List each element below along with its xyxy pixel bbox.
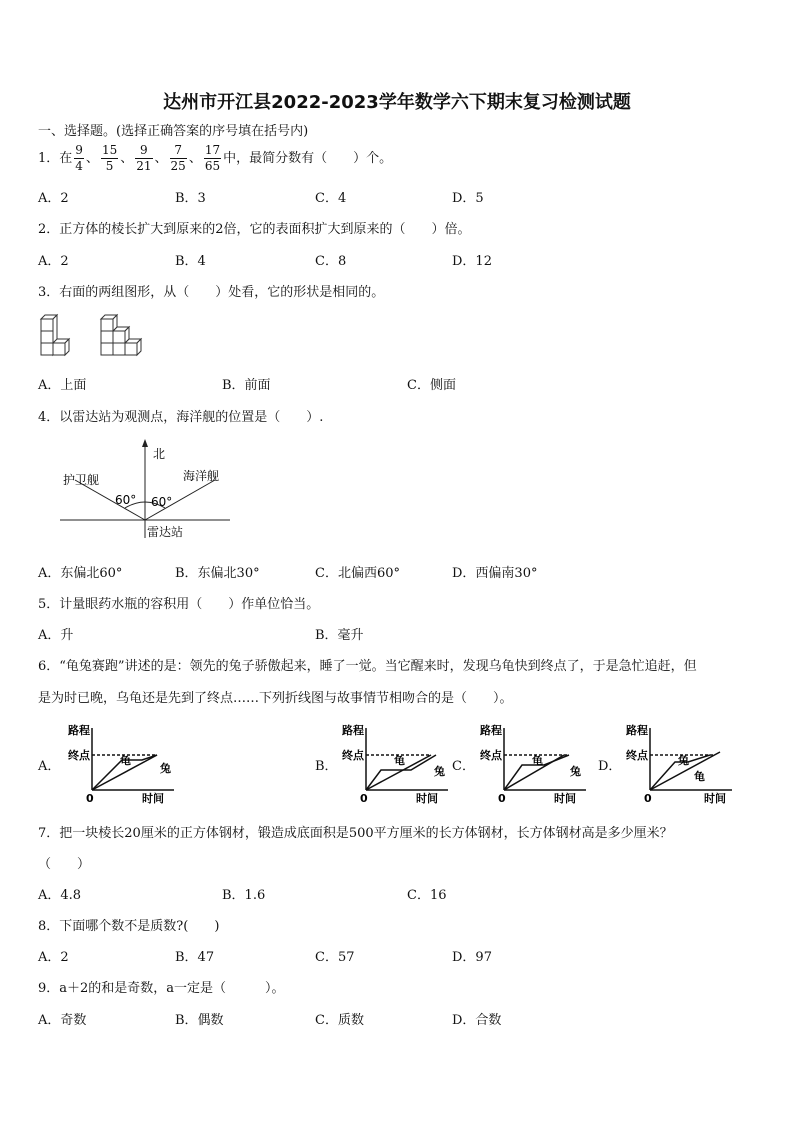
option-a: A．升 bbox=[38, 628, 74, 643]
option-b: B．3 bbox=[175, 191, 206, 206]
option-a: A．奇数 bbox=[38, 1013, 87, 1028]
question-1-prefix: 1．在 bbox=[38, 151, 73, 166]
north-label: 北 bbox=[153, 447, 166, 461]
question-7-line-1: 7．把一块棱长20厘米的正方体钢材，锻造成底面积是500平方厘米的长方体钢材，长方体钢材高是多少厘米？ bbox=[38, 826, 673, 841]
option-d: D．97 bbox=[452, 950, 492, 965]
svg-text:时间: 时间 bbox=[142, 792, 164, 804]
option-c: C．北偏西60° bbox=[315, 566, 400, 581]
svg-text:路程: 路程 bbox=[68, 724, 90, 737]
option-a: A．上面 bbox=[38, 378, 87, 393]
option-c: C．质数 bbox=[315, 1013, 364, 1028]
svg-text:龟: 龟 bbox=[532, 754, 543, 767]
svg-text:时间: 时间 bbox=[416, 792, 438, 804]
svg-text:龟: 龟 bbox=[120, 754, 131, 767]
svg-text:路程: 路程 bbox=[626, 724, 648, 737]
option-b: B．1.6 bbox=[222, 888, 266, 903]
option-a: A．2 bbox=[38, 254, 69, 269]
svg-text:0: 0 bbox=[644, 792, 652, 804]
svg-text:0: 0 bbox=[86, 792, 94, 804]
svg-text:终点: 终点 bbox=[480, 749, 502, 762]
section-heading: 一、选择题。(选择正确答案的序号填在括号内) bbox=[38, 124, 309, 139]
svg-text:兔: 兔 bbox=[160, 762, 171, 775]
question-4: 4．以雷达站为观测点，海洋舰的位置是（ ）. bbox=[38, 410, 324, 425]
svg-text:龟: 龟 bbox=[394, 754, 405, 767]
option-c: C．4 bbox=[315, 191, 347, 206]
option-a: A．2 bbox=[38, 191, 69, 206]
question-6-line-2: 是为时已晚，乌龟还是先到了终点……下列折线图与故事情节相吻合的是（ ）。 bbox=[38, 691, 513, 706]
question-3: 3．右面的两组图形，从（ ）处看，它的形状是相同的。 bbox=[38, 285, 385, 300]
svg-text:0: 0 bbox=[360, 792, 368, 804]
option-c: C．57 bbox=[315, 950, 355, 965]
race-graph-d bbox=[620, 720, 738, 804]
fraction: $\frac{7}{25}$ bbox=[170, 143, 186, 173]
option-b: B．毫升 bbox=[315, 628, 364, 643]
option-b: B．前面 bbox=[222, 378, 271, 393]
option-b: B． bbox=[315, 759, 338, 774]
svg-text:终点: 终点 bbox=[68, 749, 90, 762]
question-1-suffix: 中，最简分数有（ ）个。 bbox=[223, 151, 393, 166]
option-b: B．偶数 bbox=[175, 1013, 224, 1028]
option-a: A．2 bbox=[38, 950, 69, 965]
option-c: C．16 bbox=[407, 888, 447, 903]
option-d: D．西偏南30° bbox=[452, 566, 538, 581]
svg-text:路程: 路程 bbox=[480, 724, 502, 737]
option-a: A． bbox=[38, 759, 61, 774]
svg-text:兔: 兔 bbox=[434, 765, 445, 778]
svg-text:时间: 时间 bbox=[554, 792, 576, 804]
svg-text:0: 0 bbox=[498, 792, 506, 804]
option-d: D．5 bbox=[452, 191, 484, 206]
svg-text:龟: 龟 bbox=[694, 770, 705, 783]
svg-text:时间: 时间 bbox=[704, 792, 726, 804]
question-5: 5．计量眼药水瓶的容积用（ ）作单位恰当。 bbox=[38, 597, 320, 612]
option-d: D．12 bbox=[452, 254, 492, 269]
question-1: 1．在 $\frac{9}{4}$ 、 $\frac{15}{5}$ 、 $\frac{9}{21}$ 、 $\frac{7}{25}$ 、 $\frac{17}{65}$ 中，最简分数有（ ）个。 bbox=[38, 143, 393, 173]
option-b: B．47 bbox=[175, 950, 215, 965]
cube-stacks-figure bbox=[38, 312, 148, 358]
radar-station-label: 雷达站 bbox=[147, 525, 184, 539]
svg-text:终点: 终点 bbox=[342, 749, 364, 762]
question-6-line-1: 6．“龟兔赛跑”讲述的是：领先的兔子骄傲起来，睡了一觉。当它醒来时，发现乌龟快到终点了，于是急忙追赶，但 bbox=[38, 659, 697, 674]
svg-text:路程: 路程 bbox=[342, 724, 364, 737]
fraction: $\frac{9}{4}$ bbox=[75, 143, 83, 173]
option-d: D．合数 bbox=[452, 1013, 502, 1028]
option-a: A．东偏北60° bbox=[38, 566, 123, 581]
race-graph-a bbox=[62, 720, 180, 804]
right-angle-label: 60° bbox=[151, 495, 173, 509]
fraction: $\frac{15}{5}$ bbox=[101, 143, 118, 173]
left-angle-label: 60° bbox=[115, 493, 137, 507]
fraction: $\frac{17}{65}$ bbox=[204, 143, 221, 173]
fraction: $\frac{9}{21}$ bbox=[136, 143, 152, 173]
svg-text:兔: 兔 bbox=[570, 765, 581, 778]
question-9: 9．a＋2的和是奇数，a一定是（ ）。 bbox=[38, 981, 285, 996]
option-c: C． bbox=[452, 759, 475, 774]
svg-text:终点: 终点 bbox=[626, 749, 648, 762]
option-b: B．东偏北30° bbox=[175, 566, 260, 581]
race-graph-c bbox=[474, 720, 592, 804]
race-graph-b bbox=[336, 720, 454, 804]
page-title: 达州市开江县2022-2023学年数学六下期末复习检测试题 bbox=[163, 92, 631, 113]
radar-direction-diagram bbox=[55, 438, 240, 543]
option-d: D． bbox=[598, 759, 622, 774]
ocean-ship-label: 海洋舰 bbox=[183, 469, 220, 483]
question-8: 8．下面哪个数不是质数?( ) bbox=[38, 919, 220, 934]
option-b: B．4 bbox=[175, 254, 206, 269]
question-2: 2．正方体的棱长扩大到原来的2倍，它的表面积扩大到原来的（ ）倍。 bbox=[38, 222, 471, 237]
svg-text:兔: 兔 bbox=[678, 754, 689, 767]
option-c: C．侧面 bbox=[407, 378, 456, 393]
option-c: C．8 bbox=[315, 254, 347, 269]
option-a: A．4.8 bbox=[38, 888, 82, 903]
escort-ship-label: 护卫舰 bbox=[63, 473, 100, 487]
question-7-line-2: （ ） bbox=[38, 857, 91, 872]
